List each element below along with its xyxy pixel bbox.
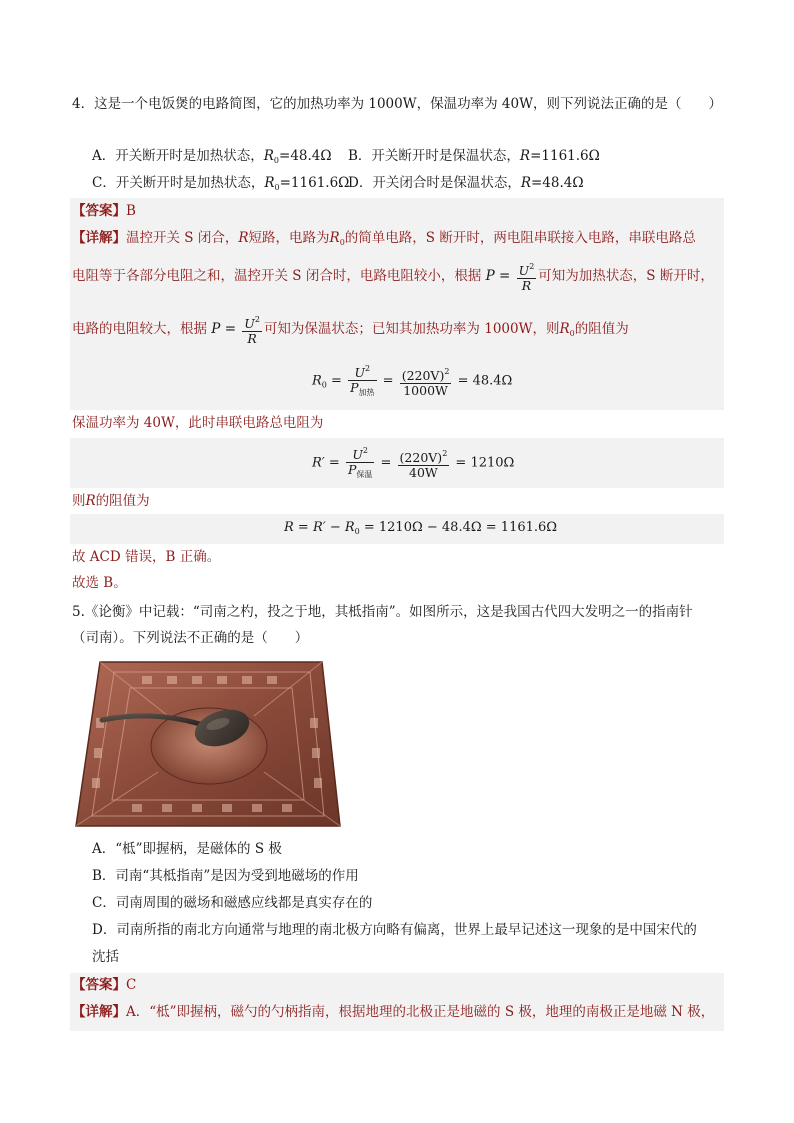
formula-r-total: R′ = $\frac{U^2}{P_{保温}}$ = $\frac{(220V)^2}{40W}$ = 1210Ω: [312, 446, 515, 480]
q4-detail-line1: 【详解】温控开关 S 闭合，R短路，电路为$R_0$的简单电路，S 断开时，两电阻串联接入电路，串联电路总: [72, 230, 696, 247]
q5-option-b: B．司南“其柢指南”是因为受到地磁场的作用: [92, 868, 359, 884]
q4-conclusion-1: 故 ACD 错误，B 正确。: [72, 549, 221, 565]
q4-r-value-text: 则R的阻值为: [72, 493, 150, 509]
formula-r: $R = R' - R_0 = 1210\Omega - 48.4\Omega = 1161.6\Omega$: [284, 520, 558, 536]
q5-stem-2: （司南）。下列说法不正确的是（ ）: [72, 630, 309, 646]
q5-option-a: A．“柢”即握柄，是磁体的 S 极: [92, 841, 282, 857]
q4-keep-warm-text: 保温功率为 40W，此时串联电路总电阻为: [72, 415, 324, 431]
q4-option-a: A．开关断开时是加热状态，$R_0=48.4\Omega$: [92, 148, 332, 165]
q5-answer-band: [70, 973, 724, 1031]
formula-r0: $R_0$ = $\frac{U^2}{P_{加热}}$ = $\frac{(220V)^2}{1000W}$ = 48.4Ω: [312, 364, 513, 398]
q5-option-c: C．司南周围的磁场和磁感应线都是真实存在的: [92, 895, 373, 911]
q4-option-b: B．开关断开时是保温状态，R=1161.6Ω: [348, 148, 600, 164]
q4-option-c: C．开关断开时是加热状态，$R_0=1161.6\Omega$: [92, 175, 350, 192]
q4-detail-line2: 电阻等于各部分电阻之和，温控开关 S 闭合时，电路电阻较小，根据 P = $\frac{U^2}{R}$ 可知为加热状态，S 断开时，: [72, 262, 714, 293]
power-fraction-1: $\frac{U^2}{R}$: [518, 262, 535, 293]
q5-stem-1: 5.《论衡》中记载：“司南之杓，投之于地，其柢指南”。如图所示，这是我国古代四大发明之一的指南针: [72, 604, 693, 620]
q4-option-d: D．开关闭合时是保温状态，R=48.4Ω: [348, 175, 584, 191]
sinan-compass-image: [72, 658, 344, 833]
q4-stem: 4．这是一个电饭煲的电路简图，它的加热功率为 1000W，保温功率为 40W，则下列说法正确的是（ ）: [72, 96, 722, 112]
q5-option-d: D．司南所指的南北方向通常与地理的南北极方向略有偏离，世界上最早记述这一现象的是中国宋代的: [92, 922, 697, 938]
power-fraction-2: $\frac{U^2}{R}$: [244, 315, 260, 346]
q4-answer: 【答案】B: [72, 203, 136, 219]
q5-answer: 【答案】C: [72, 977, 137, 993]
q4-detail-line3: 电路的电阻较大，根据 P = $\frac{U^2}{R}$ 可知为保温状态；已知其加热功率为 1000W，则$R_0$的阻值为: [72, 315, 629, 346]
q5-detail: 【详解】A．“柢”即握柄，磁勺的勺柄指南，根据地理的北极正是地磁的 S 极，地理的南极正是地磁 N 极，: [72, 1004, 715, 1020]
q5-option-d-cont: 沈括: [92, 949, 119, 965]
q4-conclusion-2: 故选 B。: [72, 575, 127, 591]
